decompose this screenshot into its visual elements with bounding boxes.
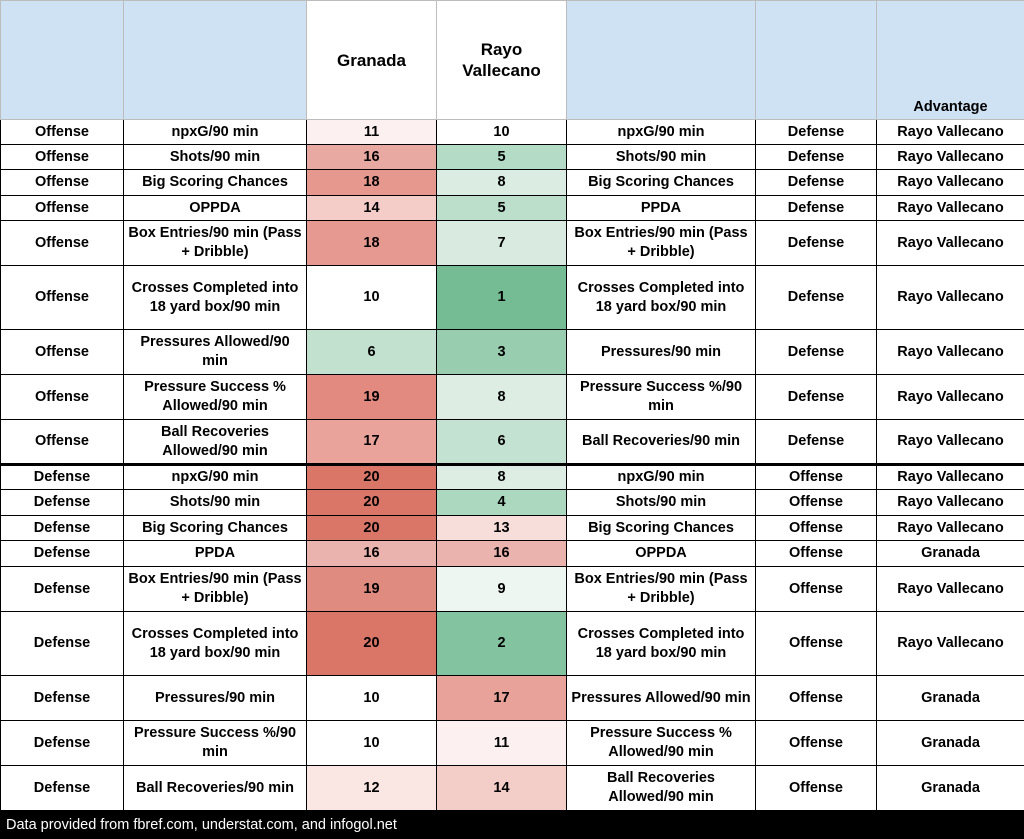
side-cell: Defense [1, 516, 124, 541]
opponent-metric-cell: Pressures/90 min [567, 330, 756, 375]
side-cell: Defense [1, 676, 124, 721]
side-cell: Defense [1, 541, 124, 567]
metric-cell: Crosses Completed into 18 yard box/90 min [124, 266, 307, 330]
table-row [1, 490, 1024, 516]
metric-cell: Box Entries/90 min (Pass + Dribble) [124, 567, 307, 612]
rayo-rank-cell: 5 [437, 196, 567, 221]
metric-cell: Pressure Success %/90 min [124, 721, 307, 766]
metric-cell: PPDA [124, 541, 307, 567]
metric-cell: Box Entries/90 min (Pass + Dribble) [124, 221, 307, 266]
advantage-cell: Rayo Vallecano [877, 145, 1024, 170]
rayo-rank-cell: 10 [437, 120, 567, 145]
advantage-cell: Rayo Vallecano [877, 196, 1024, 221]
opponent-side-cell: Defense [756, 420, 877, 465]
metric-cell: npxG/90 min [124, 120, 307, 145]
granada-rank-cell: 14 [307, 196, 437, 221]
side-cell: Offense [1, 145, 124, 170]
rayo-rank-cell: 16 [437, 541, 567, 567]
table-row [1, 465, 1024, 490]
rayo-rank-cell: 6 [437, 420, 567, 465]
rayo-rank-cell: 8 [437, 465, 567, 490]
opponent-metric-cell: npxG/90 min [567, 465, 756, 490]
table-row [1, 766, 1024, 811]
opponent-metric-cell: PPDA [567, 196, 756, 221]
opponent-side-cell: Offense [756, 612, 877, 676]
granada-rank-cell: 12 [307, 766, 437, 811]
metric-cell: Shots/90 min [124, 145, 307, 170]
granada-rank-cell: 20 [307, 612, 437, 676]
opponent-side-cell: Defense [756, 120, 877, 145]
opponent-metric-cell: Pressure Success % Allowed/90 min [567, 721, 756, 766]
rayo-rank-cell: 3 [437, 330, 567, 375]
opponent-side-cell: Defense [756, 145, 877, 170]
metric-cell: Pressure Success % Allowed/90 min [124, 375, 307, 420]
metric-cell: npxG/90 min [124, 465, 307, 490]
opponent-metric-cell: Shots/90 min [567, 145, 756, 170]
advantage-cell: Granada [877, 676, 1024, 721]
opponent-metric-cell: Box Entries/90 min (Pass + Dribble) [567, 221, 756, 266]
opponent-side-cell: Offense [756, 766, 877, 811]
side-cell: Offense [1, 221, 124, 266]
granada-rank-cell: 6 [307, 330, 437, 375]
advantage-cell: Rayo Vallecano [877, 221, 1024, 266]
header-blank-cell [567, 1, 756, 120]
granada-rank-cell: 20 [307, 490, 437, 516]
advantage-cell: Rayo Vallecano [877, 330, 1024, 375]
opponent-metric-cell: Ball Recoveries Allowed/90 min [567, 766, 756, 811]
opponent-side-cell: Defense [756, 196, 877, 221]
opponent-metric-cell: Shots/90 min [567, 490, 756, 516]
opponent-side-cell: Defense [756, 375, 877, 420]
team1-header: Granada [307, 1, 437, 120]
granada-rank-cell: 16 [307, 145, 437, 170]
side-cell: Offense [1, 375, 124, 420]
opponent-metric-cell: npxG/90 min [567, 120, 756, 145]
opponent-side-cell: Offense [756, 676, 877, 721]
table-row [1, 567, 1024, 612]
table-row [1, 721, 1024, 766]
side-cell: Offense [1, 420, 124, 465]
advantage-cell: Rayo Vallecano [877, 465, 1024, 490]
opponent-metric-cell: Box Entries/90 min (Pass + Dribble) [567, 567, 756, 612]
metric-cell: Ball Recoveries/90 min [124, 766, 307, 811]
advantage-cell: Rayo Vallecano [877, 375, 1024, 420]
opponent-side-cell: Defense [756, 170, 877, 196]
advantage-cell: Granada [877, 766, 1024, 811]
table-row [1, 170, 1024, 196]
granada-rank-cell: 18 [307, 221, 437, 266]
team2-header-line2: Vallecano [462, 61, 541, 80]
opponent-metric-cell: Big Scoring Chances [567, 516, 756, 541]
granada-rank-cell: 19 [307, 375, 437, 420]
granada-rank-cell: 17 [307, 420, 437, 465]
side-cell: Defense [1, 490, 124, 516]
rayo-rank-cell: 8 [437, 375, 567, 420]
advantage-cell: Rayo Vallecano [877, 567, 1024, 612]
side-cell: Offense [1, 330, 124, 375]
metric-cell: OPPDA [124, 196, 307, 221]
metric-cell: Shots/90 min [124, 490, 307, 516]
metric-cell: Crosses Completed into 18 yard box/90 min [124, 612, 307, 676]
table-row [1, 541, 1024, 567]
team2-header [437, 1, 567, 120]
advantage-cell: Rayo Vallecano [877, 170, 1024, 196]
rayo-rank-cell: 11 [437, 721, 567, 766]
table-row [1, 676, 1024, 721]
rayo-rank-cell: 17 [437, 676, 567, 721]
header-blank-cell [1, 1, 124, 120]
opponent-side-cell: Defense [756, 221, 877, 266]
opponent-metric-cell: Pressure Success %/90 min [567, 375, 756, 420]
rayo-rank-cell: 2 [437, 612, 567, 676]
opponent-side-cell: Offense [756, 516, 877, 541]
opponent-side-cell: Offense [756, 490, 877, 516]
advantage-cell: Rayo Vallecano [877, 612, 1024, 676]
rayo-rank-cell: 1 [437, 266, 567, 330]
rayo-rank-cell: 5 [437, 145, 567, 170]
opponent-side-cell: Offense [756, 721, 877, 766]
table-row [1, 612, 1024, 676]
source-footer: Data provided from fbref.com, understat.com, and infogol.net [0, 811, 1024, 839]
opponent-metric-cell: Big Scoring Chances [567, 170, 756, 196]
granada-rank-cell: 10 [307, 266, 437, 330]
side-cell: Offense [1, 120, 124, 145]
opponent-metric-cell: Pressures Allowed/90 min [567, 676, 756, 721]
side-cell: Defense [1, 567, 124, 612]
header-blank-cell [124, 1, 307, 120]
header-row [1, 1, 1024, 120]
table-row [1, 120, 1024, 145]
granada-rank-cell: 18 [307, 170, 437, 196]
granada-rank-cell: 16 [307, 541, 437, 567]
side-cell: Defense [1, 612, 124, 676]
table-row [1, 196, 1024, 221]
table-row [1, 330, 1024, 375]
team2-header-line1: Rayo [480, 40, 523, 59]
advantage-cell: Rayo Vallecano [877, 516, 1024, 541]
granada-rank-cell: 10 [307, 721, 437, 766]
opponent-side-cell: Offense [756, 541, 877, 567]
granada-rank-cell: 10 [307, 676, 437, 721]
opponent-side-cell: Defense [756, 330, 877, 375]
side-cell: Defense [1, 465, 124, 490]
table-row [1, 221, 1024, 266]
side-cell: Offense [1, 170, 124, 196]
advantage-header: Advantage [877, 1, 1024, 120]
rayo-rank-cell: 8 [437, 170, 567, 196]
granada-rank-cell: 20 [307, 465, 437, 490]
granada-rank-cell: 20 [307, 516, 437, 541]
rayo-rank-cell: 14 [437, 766, 567, 811]
side-cell: Defense [1, 766, 124, 811]
advantage-cell: Granada [877, 541, 1024, 567]
rayo-rank-cell: 4 [437, 490, 567, 516]
opponent-metric-cell: Ball Recoveries/90 min [567, 420, 756, 465]
granada-rank-cell: 19 [307, 567, 437, 612]
header-blank-cell [756, 1, 877, 120]
metric-cell: Pressures/90 min [124, 676, 307, 721]
advantage-cell: Rayo Vallecano [877, 420, 1024, 465]
side-cell: Offense [1, 266, 124, 330]
table-row [1, 266, 1024, 330]
metric-cell: Pressures Allowed/90 min [124, 330, 307, 375]
advantage-cell: Granada [877, 721, 1024, 766]
table-row [1, 145, 1024, 170]
advantage-cell: Rayo Vallecano [877, 266, 1024, 330]
rayo-rank-cell: 9 [437, 567, 567, 612]
opponent-metric-cell: OPPDA [567, 541, 756, 567]
advantage-cell: Rayo Vallecano [877, 120, 1024, 145]
metric-cell: Big Scoring Chances [124, 516, 307, 541]
opponent-metric-cell: Crosses Completed into 18 yard box/90 min [567, 612, 756, 676]
opponent-side-cell: Defense [756, 266, 877, 330]
rayo-rank-cell: 13 [437, 516, 567, 541]
side-cell: Defense [1, 721, 124, 766]
metric-cell: Ball Recoveries Allowed/90 min [124, 420, 307, 465]
advantage-cell: Rayo Vallecano [877, 490, 1024, 516]
opponent-metric-cell: Crosses Completed into 18 yard box/90 min [567, 266, 756, 330]
rayo-rank-cell: 7 [437, 221, 567, 266]
table-row [1, 375, 1024, 420]
table-row [1, 516, 1024, 541]
granada-rank-cell: 11 [307, 120, 437, 145]
opponent-side-cell: Offense [756, 465, 877, 490]
opponent-side-cell: Offense [756, 567, 877, 612]
side-cell: Offense [1, 196, 124, 221]
table-row [1, 420, 1024, 465]
metric-cell: Big Scoring Chances [124, 170, 307, 196]
